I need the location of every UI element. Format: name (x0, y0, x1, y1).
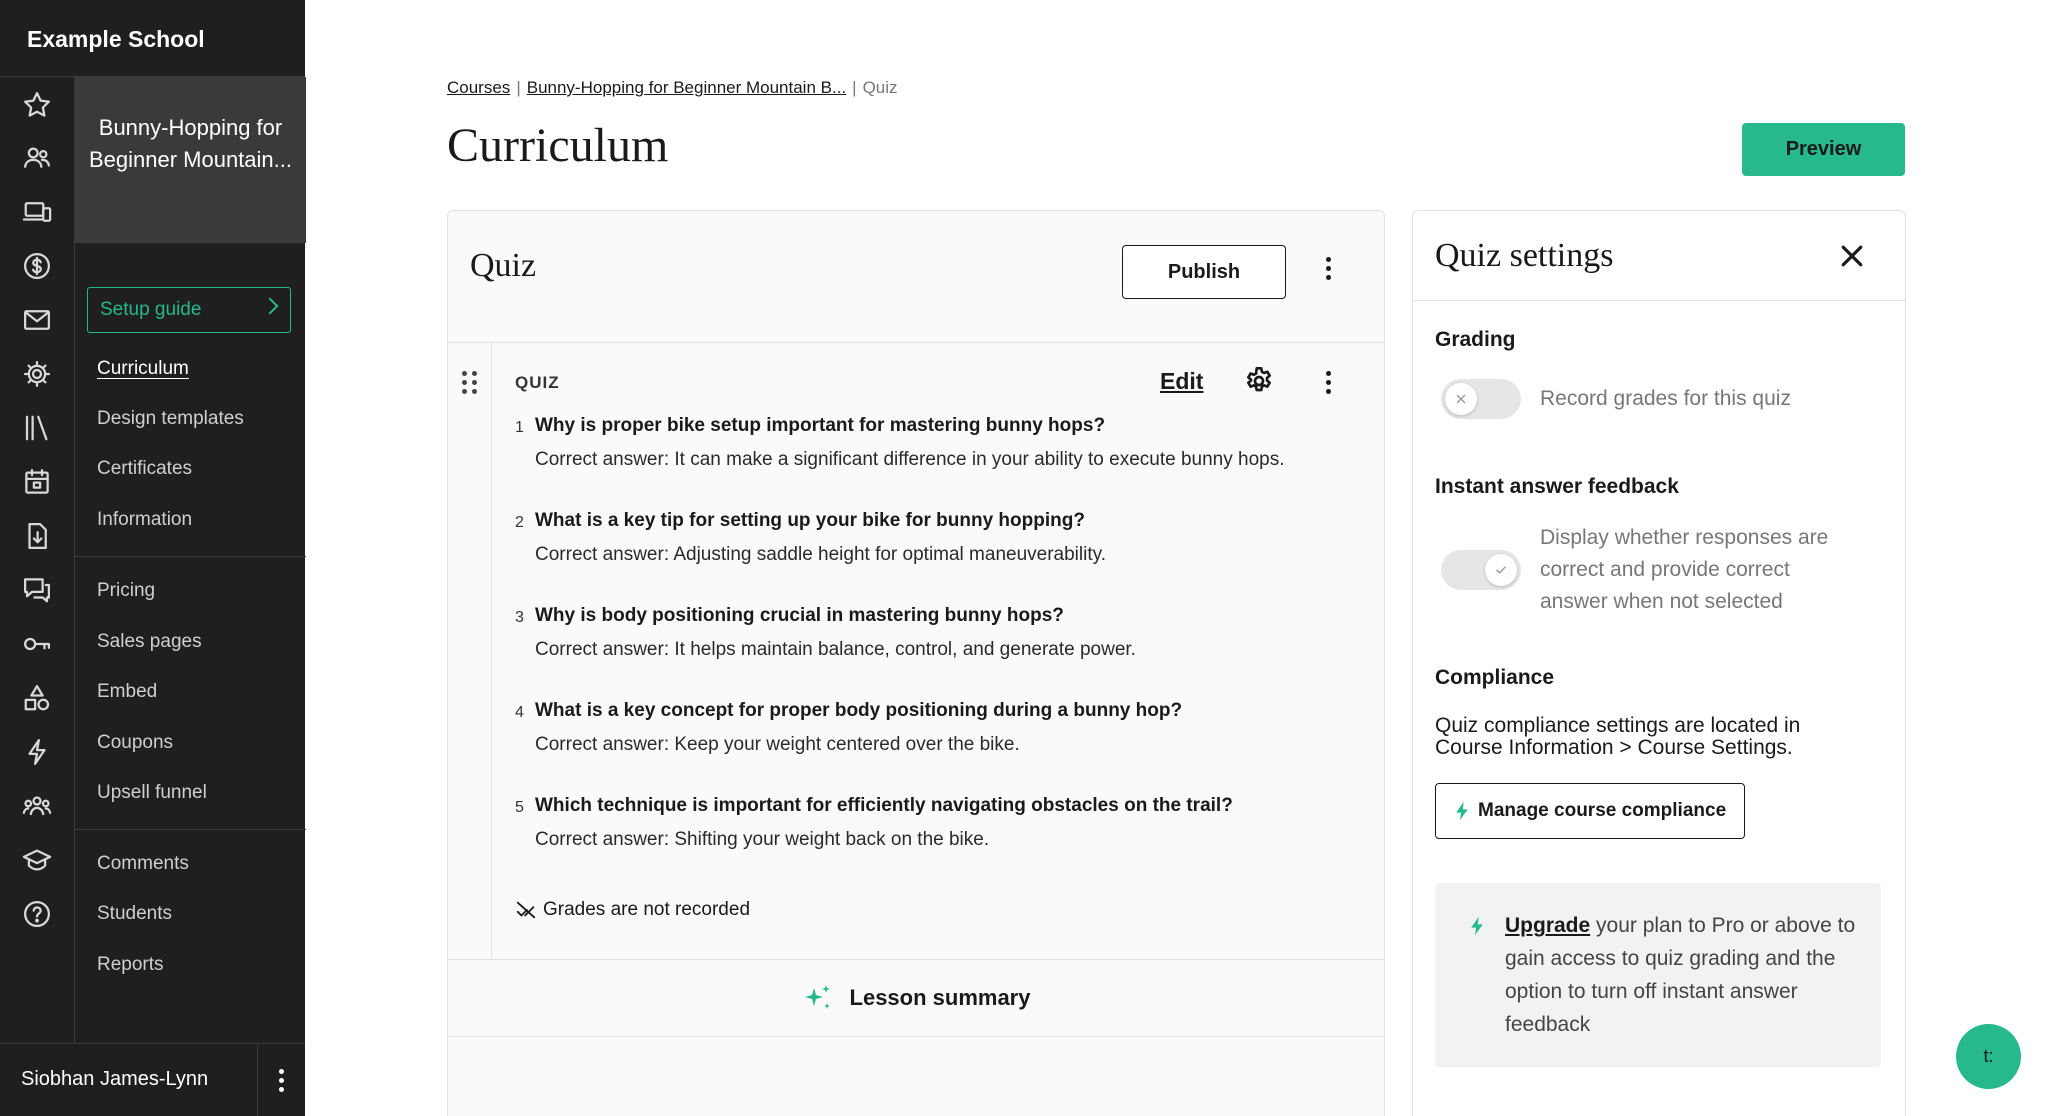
quiz-block-more-button[interactable] (1326, 371, 1331, 394)
nav-item-certificates[interactable]: Certificates (97, 458, 193, 479)
preview-button[interactable]: Preview (1742, 123, 1905, 176)
question-text: Which technique is important for efficiently navigating obstacles on the trail? (535, 795, 1233, 816)
instant-feedback-label (1540, 522, 1828, 618)
user-menu-button[interactable] (257, 1044, 305, 1116)
nav-divider (75, 829, 306, 830)
question-number: 1 (515, 419, 524, 436)
download-icon[interactable] (20, 519, 54, 553)
breadcrumb-separator: | (516, 78, 521, 97)
page-title: Curriculum (447, 119, 669, 172)
course-sidebar (74, 77, 305, 1043)
devices-icon[interactable] (20, 195, 54, 229)
publish-button[interactable]: Publish (1122, 245, 1286, 299)
nav-item-pricing[interactable]: Pricing (97, 580, 156, 601)
question-answer: Correct answer: It can make a significant difference in your ability to execute bunny hops. (535, 449, 1285, 470)
quiz-more-button[interactable] (1326, 257, 1331, 280)
question-answer: Correct answer: Keep your weight centered over the bike. (535, 734, 1020, 755)
setup-guide-button[interactable] (87, 287, 291, 333)
nav-item-reports[interactable]: Reports (97, 954, 164, 975)
nav-item-curriculum[interactable]: Curriculum (97, 358, 189, 379)
question-answer: Correct answer: Adjusting saddle height for optimal maneuverability. (535, 544, 1106, 565)
breadcrumb-separator: | (852, 78, 857, 97)
quiz-block (448, 343, 1384, 959)
icon-rail (0, 0, 74, 1116)
grades-note (515, 899, 750, 921)
more-vertical-icon (1326, 371, 1331, 394)
feedback-heading: Instant answer feedback (1435, 475, 1679, 498)
quiz-title: Quiz (470, 247, 537, 284)
setup-guide-label: Setup guide (100, 299, 202, 320)
toggle-off-icon (1445, 383, 1477, 415)
record-grades-label: Record grades for this quiz (1540, 387, 1791, 410)
calendar-icon[interactable] (20, 465, 54, 499)
user-bar (0, 1043, 305, 1116)
more-vertical-icon (279, 1069, 284, 1092)
grading-heading: Grading (1435, 328, 1516, 351)
gear-icon[interactable] (20, 357, 54, 391)
help-icon[interactable] (20, 897, 54, 931)
sparkle-icon (802, 982, 834, 1014)
nav-item-sales-pages[interactable]: Sales pages (97, 631, 202, 652)
nav-divider (75, 556, 306, 557)
chat-icon[interactable] (20, 573, 54, 607)
bolt-icon (1467, 913, 1487, 939)
chat-launcher-button[interactable]: t: (1956, 1024, 2021, 1089)
nav-item-comments[interactable]: Comments (97, 853, 189, 874)
close-icon[interactable] (1837, 241, 1867, 271)
quiz-card (447, 210, 1385, 1116)
school-name[interactable]: Example School (0, 0, 305, 77)
breadcrumb-courses[interactable]: Courses (447, 78, 511, 97)
nav-item-coupons[interactable]: Coupons (97, 732, 174, 753)
nav-item-embed[interactable]: Embed (97, 681, 158, 702)
library-icon[interactable] (20, 411, 54, 445)
breadcrumb-current: Quiz (862, 78, 898, 97)
lesson-summary-label: Lesson summary (849, 985, 1031, 1010)
question-number: 4 (515, 704, 524, 721)
question-number: 5 (515, 799, 524, 816)
grades-off-icon (515, 899, 537, 921)
course-title[interactable] (75, 77, 306, 243)
mail-icon[interactable] (20, 303, 54, 337)
breadcrumb (447, 78, 898, 98)
users-icon[interactable] (20, 141, 54, 175)
question-text: What is a key tip for setting up your bike for bunny hopping? (535, 510, 1085, 531)
quiz-settings-panel (1412, 210, 1906, 1116)
course-title-text: Bunny-Hopping for Beginner Mountain... (88, 115, 293, 172)
compliance-text (1435, 715, 1875, 759)
compliance-line: Course Information > Course Settings. (1435, 736, 1793, 759)
upgrade-description: your plan to Pro or above to gain access to quiz grading and the option to turn off instant answer feedback (1505, 914, 1856, 1036)
settings-header (1413, 211, 1905, 301)
question-text: Why is body positioning crucial in mastering bunny hops? (535, 605, 1064, 626)
nav-item-design-templates[interactable]: Design templates (97, 408, 244, 429)
manage-compliance-button[interactable] (1435, 783, 1745, 839)
question-number: 2 (515, 514, 524, 531)
feedback-line: Display whether responses are (1540, 526, 1829, 549)
instant-feedback-toggle[interactable] (1441, 550, 1521, 590)
quiz-header (448, 211, 1384, 343)
settings-title: Quiz settings (1435, 237, 1614, 274)
question-text: Why is proper bike setup important for mastering bunny hops? (535, 415, 1106, 436)
upgrade-link[interactable]: Upgrade (1505, 914, 1591, 937)
drag-column (448, 343, 492, 959)
key-icon[interactable] (20, 627, 54, 661)
star-icon[interactable] (20, 88, 54, 122)
bolt-icon (1452, 799, 1472, 823)
quiz-settings-gear-icon[interactable] (1243, 365, 1275, 397)
drag-handle-icon[interactable] (462, 371, 477, 394)
nav-item-students[interactable]: Students (97, 903, 172, 924)
toggle-on-icon (1485, 554, 1517, 586)
more-vertical-icon (1326, 257, 1331, 280)
manage-compliance-label: Manage course compliance (1478, 800, 1727, 821)
edit-quiz-link[interactable]: Edit (1160, 368, 1204, 394)
graduation-icon[interactable] (20, 843, 54, 877)
chevron-right-icon (262, 298, 279, 315)
question-answer: Correct answer: It helps maintain balance, control, and generate power. (535, 639, 1136, 660)
quiz-block-label: QUIZ (515, 373, 560, 392)
community-icon[interactable] (20, 789, 54, 823)
upgrade-text (1505, 909, 1865, 1041)
grades-note-text: Grades are not recorded (543, 899, 751, 920)
nav-item-upsell-funnel[interactable]: Upsell funnel (97, 782, 207, 803)
nav-item-information[interactable]: Information (97, 509, 193, 530)
bolt-icon[interactable] (20, 735, 54, 769)
user-name[interactable]: Siobhan James-Lynn (21, 1068, 209, 1090)
compliance-line: Quiz compliance settings are located in (1435, 714, 1801, 737)
shapes-icon[interactable] (20, 681, 54, 715)
lesson-summary-button[interactable] (448, 959, 1384, 1037)
compliance-heading: Compliance (1435, 666, 1555, 689)
upgrade-notice (1435, 883, 1881, 1067)
feedback-line: correct and provide correct (1540, 558, 1790, 581)
dollar-icon[interactable] (20, 249, 54, 283)
breadcrumb-course[interactable]: Bunny-Hopping for Beginner Mountain B... (526, 78, 847, 97)
question-answer: Correct answer: Shifting your weight back on the bike. (535, 829, 990, 850)
question-text: What is a key concept for proper body positioning during a bunny hop? (535, 700, 1183, 721)
record-grades-toggle[interactable] (1441, 379, 1521, 419)
question-number: 3 (515, 609, 524, 626)
feedback-line: answer when not selected (1540, 590, 1783, 613)
